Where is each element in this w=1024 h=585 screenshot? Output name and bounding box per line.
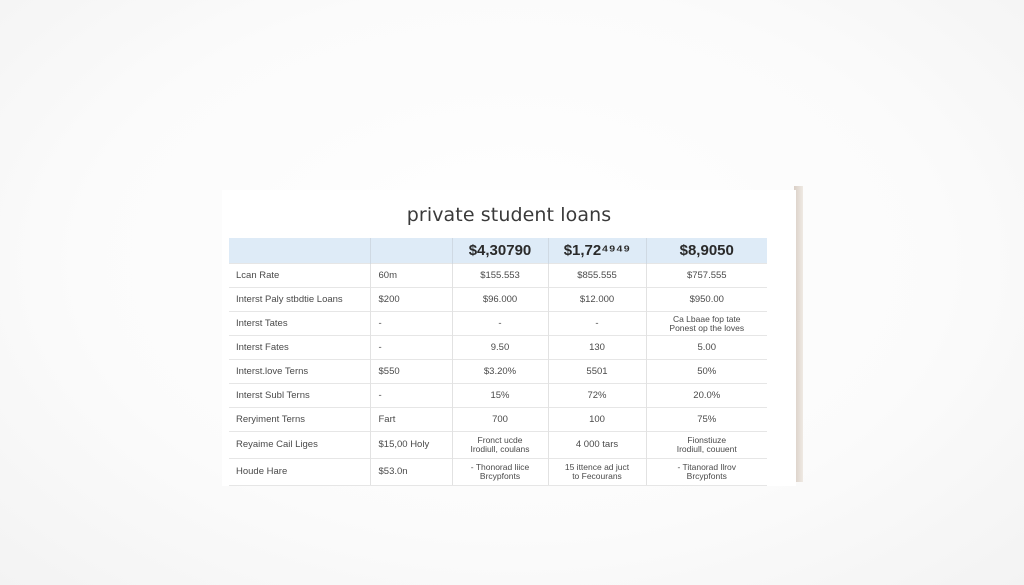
table-cell: 72% [548,384,646,408]
table-cell-text: 15 ittence ad juct to Fecourans [564,462,630,481]
table-cell [646,312,767,336]
row-label: Interst Fates [229,336,370,360]
row-label: Interst Subl Terns [229,384,370,408]
table-header-cell: $4,30790 [452,238,548,264]
table-cell: $12.000 [548,288,646,312]
row-label: Lcan Rate [229,264,370,288]
row-label: Interst Paly stbdtie Loans [229,288,370,312]
table-cell: 75% [646,408,767,432]
table-cell: - [452,312,548,336]
table-cell: $155.553 [452,264,548,288]
table-cell: - [370,384,452,408]
table-row [229,360,767,384]
table-cell-text: Ca Lbaae fop tate Ponest op the loves [669,313,745,333]
table-row [229,384,767,408]
table-row [229,264,767,288]
table-header-cell [229,238,370,264]
table-header-cell [370,238,452,264]
table-row [229,312,767,336]
table-cell: $200 [370,288,452,312]
table-cell [548,459,646,486]
table-cell: 130 [548,336,646,360]
table-cell: 60m [370,264,452,288]
table-cell: 4 000 tars [548,432,646,459]
table-cell: - [370,336,452,360]
row-label: Houde Hare [229,459,370,486]
table-cell-text: Fronct ucde Irodiull, coulans [470,435,530,454]
table-cell: $855.555 [548,264,646,288]
table-header-cell: $8,9050 [646,238,767,264]
table-header-cell: $1,72⁴⁹⁴⁹ [548,238,646,264]
table-cell: $15,00 Holy [370,432,452,459]
table-cell: $53.0n [370,459,452,486]
row-label: Reyaime Cail Liges [229,432,370,459]
table-row [229,288,767,312]
table-cell: 5.00 [646,336,767,360]
table-cell: 5501 [548,360,646,384]
table-cell: $96.000 [452,288,548,312]
table-cell [452,459,548,486]
table-cell: 700 [452,408,548,432]
table-row [229,408,767,432]
table-cell: $550 [370,360,452,384]
table-cell: Fart [370,408,452,432]
table-cell: 9.50 [452,336,548,360]
table-cell: 100 [548,408,646,432]
table-cell: - [370,312,452,336]
table-cell: 20.0% [646,384,767,408]
table-row [229,336,767,360]
table-cell: $950.00 [646,288,767,312]
table-cell [646,432,767,459]
table-header-row [229,238,767,264]
table-cell-text: Fionstiuze Irodiull, couuent [676,435,737,454]
table-row [229,432,767,459]
row-label: Interst.love Terns [229,360,370,384]
table-row [229,459,767,486]
row-label: Reryiment Terns [229,408,370,432]
page-title: private student loans [406,204,612,226]
table-cell-text: - Titanorad llrov Brcypfonts [677,462,737,481]
table-cell [646,459,767,486]
table-cell [452,432,548,459]
table-cell: 15% [452,384,548,408]
table-cell: $757.555 [646,264,767,288]
row-label: Interst Tates [229,312,370,336]
table-cell: $3.20% [452,360,548,384]
table-cell-text: - Thonorad liice Brcypfonts [470,462,530,481]
table-cell: 50% [646,360,767,384]
table-cell: - [548,312,646,336]
loans-table [229,238,767,486]
